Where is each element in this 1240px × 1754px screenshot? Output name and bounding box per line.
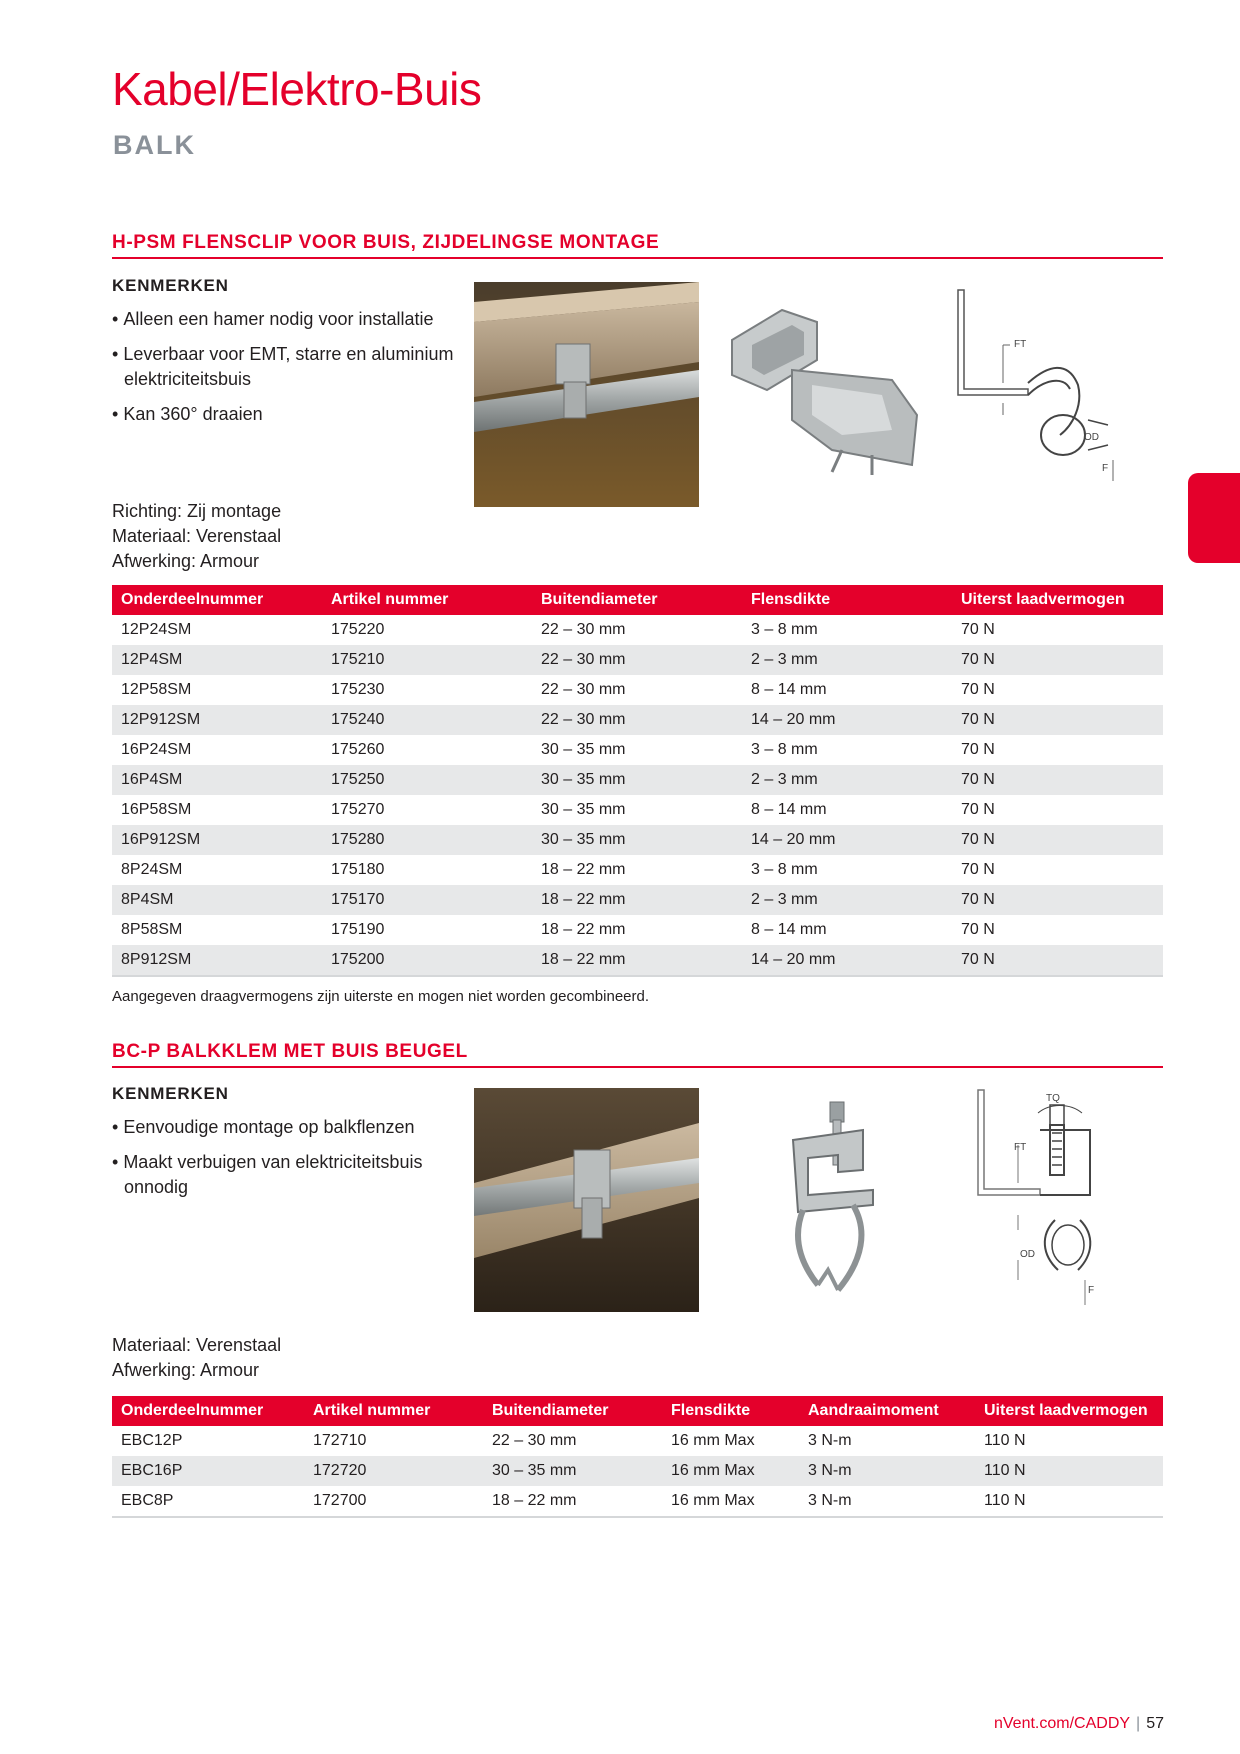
dimension-diagram-1 [948,285,1118,485]
table-cell: 16 mm Max [662,1486,799,1517]
table-cell: 8 – 14 mm [751,681,827,698]
table-header: Onderdeelnummer [112,1396,304,1426]
table-cell: 8P24SM [121,861,183,878]
table-cell: 16P912SM [112,825,322,855]
table-cell: 18 – 22 mm [541,921,626,938]
table-cell: 175190 [331,921,385,938]
table-row [112,645,1163,675]
table-cell: 3 N-m [808,1432,852,1449]
table-cell: 18 – 22 mm [532,885,742,915]
table-cell: 172710 [313,1432,367,1449]
table-cell: 110 N [984,1432,1026,1449]
table-header: Flensdikte [662,1396,799,1426]
diagram-label-ft: FT [1014,1142,1027,1153]
table-cell: 14 – 20 mm [742,705,952,735]
table-cell: 70 N [961,741,995,758]
table-cell: 3 N-m [799,1456,975,1486]
table-cell: 16P24SM [121,741,192,758]
table-cell: 18 – 22 mm [483,1486,662,1517]
table-header: Artikel nummer [322,585,532,615]
table-cell: 2 – 3 mm [742,645,952,675]
table-cell: 70 N [961,921,995,938]
table-header: Buitendiameter [532,585,742,615]
section2-rule [112,1066,1163,1068]
table-cell: 3 – 8 mm [751,861,818,878]
table-cell: 175240 [322,705,532,735]
table-header: Uiterst laadvermogen [952,585,1163,615]
table-cell: 8 – 14 mm [751,801,827,818]
diagram-label-tq: TQ [1046,1093,1060,1104]
table-cell: 70 N [952,825,1163,855]
table-cell: 172720 [304,1456,483,1486]
spec-finish: Afwerking: Armour [112,1360,260,1380]
table-cell: 3 – 8 mm [751,621,818,638]
table-cell: 172700 [304,1486,483,1517]
table-cell: 70 N [952,945,1163,976]
table-cell: 175200 [322,945,532,976]
table-cell: 14 – 20 mm [742,945,952,976]
table-cell: 8P58SM [121,921,183,938]
table-cell: 18 – 22 mm [532,945,742,976]
table-row [112,825,1163,855]
table-cell: 8P4SM [112,885,322,915]
section2-features-list [112,1115,442,1210]
page-title: Kabel/Elektro-Buis [112,63,482,115]
section1-specs [112,499,281,574]
table-cell: EBC12P [121,1432,183,1449]
table-cell: 110 N [975,1486,1163,1517]
table-cell: 3 N-m [799,1486,975,1517]
diagram-label-f: F [1102,463,1109,474]
section1-title: H-PSM FLENSCLIP VOOR BUIS, ZIJDELINGSE MONTAGE [112,232,660,253]
product-image-beam-clamp [778,1100,898,1300]
table-cell: 22 – 30 mm [541,621,626,638]
table-cell: EBC16P [112,1456,304,1486]
installation-photo [474,282,699,507]
table-header: Artikel nummer [304,1396,483,1426]
installation-photo-2 [474,1088,699,1312]
table-cell: 8P912SM [112,945,322,976]
diagram-label-od: OD [1020,1249,1035,1260]
table-header: Uiterst laadvermogen [975,1396,1163,1426]
feature-item: • Alleen een hamer nodig voor installatie [112,307,472,332]
table-cell: 12P4SM [112,645,322,675]
feature-item: • Maakt verbuigen van elektriciteitsbuis onnodig [112,1150,442,1200]
table-row [112,795,1163,825]
table-row [112,855,1163,885]
table-cell: 16 mm Max [662,1456,799,1486]
table-row [112,1426,1163,1456]
table-cell: 30 – 35 mm [483,1456,662,1486]
table-row [112,1486,1163,1517]
table-row [112,615,1163,645]
table-cell: 175220 [331,621,385,638]
table-cell: 12P912SM [112,705,322,735]
table-cell: 8 – 14 mm [751,921,827,938]
table-cell: 16P4SM [112,765,322,795]
section2-title: BC-P BALKKLEM MET BUIS BEUGEL [112,1041,468,1062]
table-cell: 2 – 3 mm [742,885,952,915]
table-cell: 175170 [322,885,532,915]
feature-item: • Leverbaar voor EMT, starre en aluminium elektriciteitsbuis [112,342,472,392]
table-header: Flensdikte [742,585,952,615]
feature-item: • Eenvoudige montage op balkflenzen [112,1115,442,1140]
section1-features-list [112,307,472,437]
table-row [112,1456,1163,1486]
table-cell: 70 N [961,681,995,698]
section1-rule [112,257,1163,259]
table-row [112,885,1163,915]
table-row [112,675,1163,705]
table-cell: 22 – 30 mm [532,705,742,735]
table-cell: 22 – 30 mm [492,1432,577,1449]
table-cell: 3 – 8 mm [751,741,818,758]
table-cell: 18 – 22 mm [541,861,626,878]
table-cell: 30 – 35 mm [532,765,742,795]
table-cell: 70 N [961,801,995,818]
table-cell: 30 – 35 mm [541,741,626,758]
table-cell: 12P58SM [121,681,192,698]
diagram-label-od: OD [1084,432,1099,443]
table-cell: 14 – 20 mm [742,825,952,855]
table-cell: 175230 [331,681,385,698]
table-cell: 70 N [961,621,995,638]
table-cell: 12P24SM [121,621,192,638]
table-cell: 22 – 30 mm [541,681,626,698]
section2-table [112,1396,1163,1518]
feature-item: • Kan 360° draaien [112,402,472,427]
table-cell: 30 – 35 mm [532,825,742,855]
table-header-row [112,1396,1163,1426]
chapter-tab [1188,473,1240,563]
table-cell: 175250 [322,765,532,795]
table-cell: 16P58SM [121,801,192,818]
table-cell: 22 – 30 mm [532,645,742,675]
table-cell: 70 N [961,861,995,878]
table-header: Aandraaimoment [799,1396,975,1426]
table-header: Onderdeelnummer [112,585,322,615]
table-header: Buitendiameter [483,1396,662,1426]
table-cell: 175270 [331,801,385,818]
table-row [112,765,1163,795]
dimension-diagram-2 [970,1085,1110,1310]
table-row [112,705,1163,735]
product-image-clip [722,300,922,475]
spec-direction: Richting: Zij montage [112,501,282,521]
page-number: 57 [1146,1715,1164,1732]
table-cell: 110 N [975,1456,1163,1486]
table-row [112,915,1163,945]
table-header-row [112,585,1163,615]
footer: nVent.com/CADDY | 57 [993,1715,1164,1732]
table-cell: 175180 [331,861,385,878]
diagram-label-ft: FT [1014,339,1027,350]
table-cell: 175260 [331,741,385,758]
section1-features-label: KENMERKEN [112,276,229,295]
spec-finish: Afwerking: Armour [112,551,260,571]
section1-note: Aangegeven draagvermogens zijn uiterste en mogen niet worden gecombineerd. [112,988,650,1005]
table-cell: 2 – 3 mm [742,765,952,795]
table-cell: 70 N [952,645,1163,675]
section1-table [112,585,1163,977]
table-cell: 175210 [322,645,532,675]
section2-features-label: KENMERKEN [112,1084,229,1103]
table-cell: 70 N [952,765,1163,795]
table-cell: EBC8P [112,1486,304,1517]
page-subtitle: BALK [113,130,196,160]
table-cell: 175280 [322,825,532,855]
spec-material: Materiaal: Verenstaal [112,1335,282,1355]
table-cell: 30 – 35 mm [541,801,626,818]
table-cell: 16 mm Max [671,1432,755,1449]
table-cell: 70 N [952,885,1163,915]
diagram-label-f: F [1088,1285,1095,1296]
table-row [112,735,1163,765]
table-row [112,945,1163,976]
spec-material: Materiaal: Verenstaal [112,526,282,546]
section2-specs [112,1333,281,1383]
table-cell: 70 N [952,705,1163,735]
footer-url[interactable]: nVent.com/CADDY [993,1715,1131,1732]
